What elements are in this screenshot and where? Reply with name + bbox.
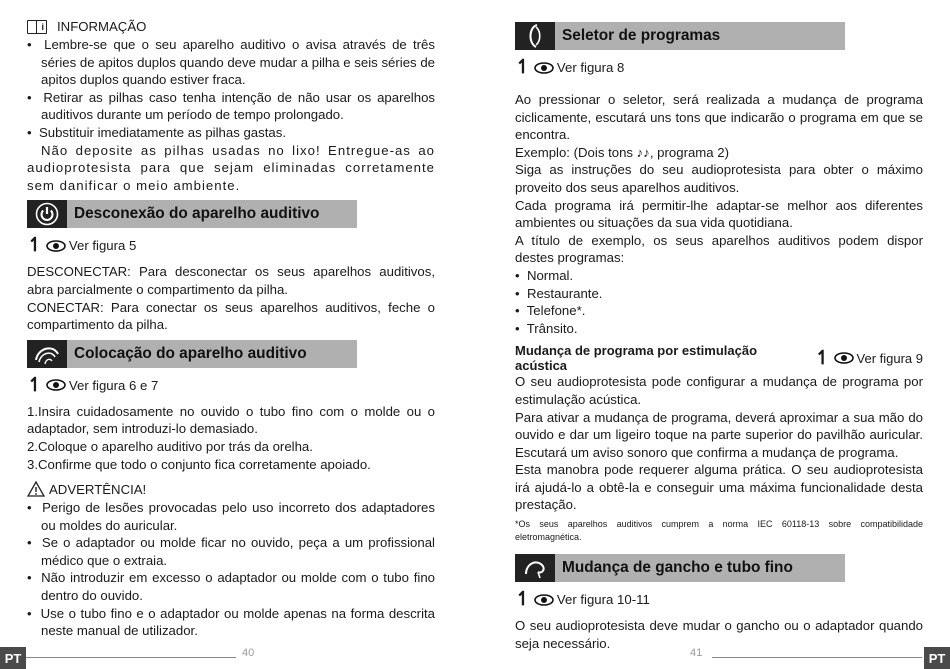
selector-text-3: Cada programa irá permitir-lhe adaptar-se melhor aos diferentes ambientes ou situações da sua vida quotidiana. [515, 197, 923, 231]
section-title: Seletor de programas [562, 27, 721, 44]
warning-title: ADVERTÊNCIA! [49, 481, 147, 497]
footer-rule-left [26, 657, 236, 658]
acoustic-text-3: Esta manobra pode requerer alguma prática. O seu audioprotesista irá ajudá-lo a obtê-la e conseguir uma máxima funcionalidade desta prestação. [515, 462, 923, 513]
see-figure [515, 58, 923, 77]
see-figure [27, 376, 435, 395]
language-tab-right: PT [924, 647, 950, 669]
eye-icon [834, 352, 854, 364]
section-heading-hook-tube [515, 554, 845, 582]
page-number-left: 40 [242, 647, 255, 659]
pointing-hand-icon: ↿ [515, 57, 531, 78]
disconnect-text: DESCONECTAR: Para desconectar os seus aparelhos auditivos, abra parcialmente o compartimento da pilha. [27, 264, 435, 297]
step-1: 1.Insira cuidadosamente no ouvido o tubo fino com o molde ou o adaptador, sem introduzi-lo demasiado. [27, 403, 435, 437]
connect-text: CONECTAR: Para conectar os seus aparelhos auditivos, feche o compartimento da pilha. [27, 299, 435, 333]
info-bullet-1: • Lembre-se que o seu aparelho auditivo o avisa através de três séries de apitos duplos quando deve mudar a pilha e seis séries de apitos duplos quando estiver fraca. [27, 37, 435, 88]
section-title: Desconexão do aparelho auditivo [74, 205, 320, 223]
left-column [27, 19, 435, 640]
see-figure [27, 236, 435, 255]
right-column [515, 22, 923, 652]
program-item: • Trânsito. [515, 320, 578, 336]
section-heading-disconnect [27, 200, 357, 228]
program-item: • Normal. [515, 267, 574, 283]
section-heading-placement [27, 340, 357, 368]
selector-text-1: Ao pressionar o seletor, será realizada a mudança de programa ciclicamente, escutará uns tons que indicarão o programa em que se encontra. [515, 92, 923, 143]
warning-bullet-2: • Se o adaptador ou molde ficar no ouvido, peça a um profissional médico que o extraia. [27, 535, 435, 568]
info-paragraph: Não deposite as pilhas usadas no lixo! Entregue-as ao audioprotesista para que sejam eliminadas corretamente sem danificar o meio ambiente. [27, 142, 435, 193]
eye-icon [534, 594, 554, 606]
warning-bullet-3: • Não introduzir em excesso o adaptador ou molde com o tubo fino dentro do ouvido. [27, 570, 435, 604]
right-page [475, 0, 950, 669]
section-title: Mudança de gancho e tubo fino [562, 559, 793, 577]
info-header [27, 19, 435, 34]
pointing-hand-icon: ↿ [27, 374, 43, 396]
see-figure [515, 590, 923, 609]
ear-icon [27, 340, 67, 368]
see-figure-text: Ver figura 10-11 [556, 592, 650, 608]
selector-text-4: A título de exemplo, os seus aparelhos auditivos podem dispor destes programas: [515, 232, 923, 266]
section-title: Colocação do aparelho auditivo [74, 344, 307, 362]
eye-icon [46, 240, 66, 252]
pointing-hand-icon: ↿ [515, 589, 531, 611]
power-icon [27, 200, 67, 228]
selector-text-2: Siga as instruções do seu audioprotesista para obter o máximo proveito dos seus aparelhos auditivos. [515, 162, 923, 195]
info-bullet-3: • Substituir imediatamente as pilhas gastas. [27, 124, 286, 140]
pointing-hand-icon: ↿ [27, 235, 43, 257]
selector-example: Exemplo: (Dois tons ♪♪, programa 2) [515, 144, 730, 160]
eye-icon [534, 62, 554, 74]
acoustic-text-2: Para ativar a mudança de programa, deverá aproximar a sua mão do ouvido e dar um ligeiro toque na parte superior do pavilhão auricular. Escutará um aviso sonoro que confirma a mudança de programa. [515, 409, 923, 460]
info-book-icon: i [27, 20, 47, 34]
pointing-hand-icon: ↿ [814, 347, 831, 369]
hook-tube-icon [515, 554, 555, 582]
page-number-right: 41 [690, 647, 703, 659]
step-3: 3.Confirme que todo o conjunto fica corretamente apoiado. [27, 456, 371, 472]
selector-icon [515, 22, 555, 50]
program-item: • Restaurante. [515, 285, 603, 301]
warning-bullet-1: • Perigo de lesões provocadas pelo uso incorreto dos adaptadores ou moldes do auricular. [27, 500, 435, 533]
language-tab-left: PT [0, 647, 26, 669]
acoustic-heading [515, 343, 923, 373]
see-figure-text: Ver figura 6 e 7 [68, 377, 159, 393]
program-item: • Telefone*. [515, 303, 586, 319]
see-figure-text: Ver figura 5 [68, 238, 137, 254]
section-heading-program-selector [515, 22, 845, 50]
info-title: INFORMAÇÃO [57, 19, 147, 34]
acoustic-text-1: O seu audioprotesista pode configurar a mudança de programa por estimulação acústica. [515, 374, 923, 407]
step-2: 2.Coloque o aparelho auditivo por trás da orelha. [27, 438, 313, 454]
eye-icon [46, 379, 66, 391]
see-figure-text: Ver figura 9 [856, 350, 924, 366]
warning-header [27, 481, 435, 497]
warning-triangle-icon [27, 481, 45, 497]
info-bullet-2: • Retirar as pilhas caso tenha intenção de não usar os aparelhos auditivos durante um período de tempo prolongado. [27, 89, 435, 123]
acoustic-title: Mudança de programa por estimulação acústica [515, 343, 758, 374]
footer-rule-right [712, 657, 922, 658]
footnote: *Os seus aparelhos auditivos cumprem a norma IEC 60118-13 sobre compatibilidade eletromagnética. [515, 519, 923, 543]
see-figure-text: Ver figura 8 [556, 60, 625, 75]
warning-bullet-4: • Use o tubo fino e o adaptador ou molde apenas na forma descrita neste manual de utilizador. [27, 605, 435, 639]
hook-tube-text: O seu audioprotesista deve mudar o gancho ou o adaptador quando seja necessário. [515, 618, 923, 651]
